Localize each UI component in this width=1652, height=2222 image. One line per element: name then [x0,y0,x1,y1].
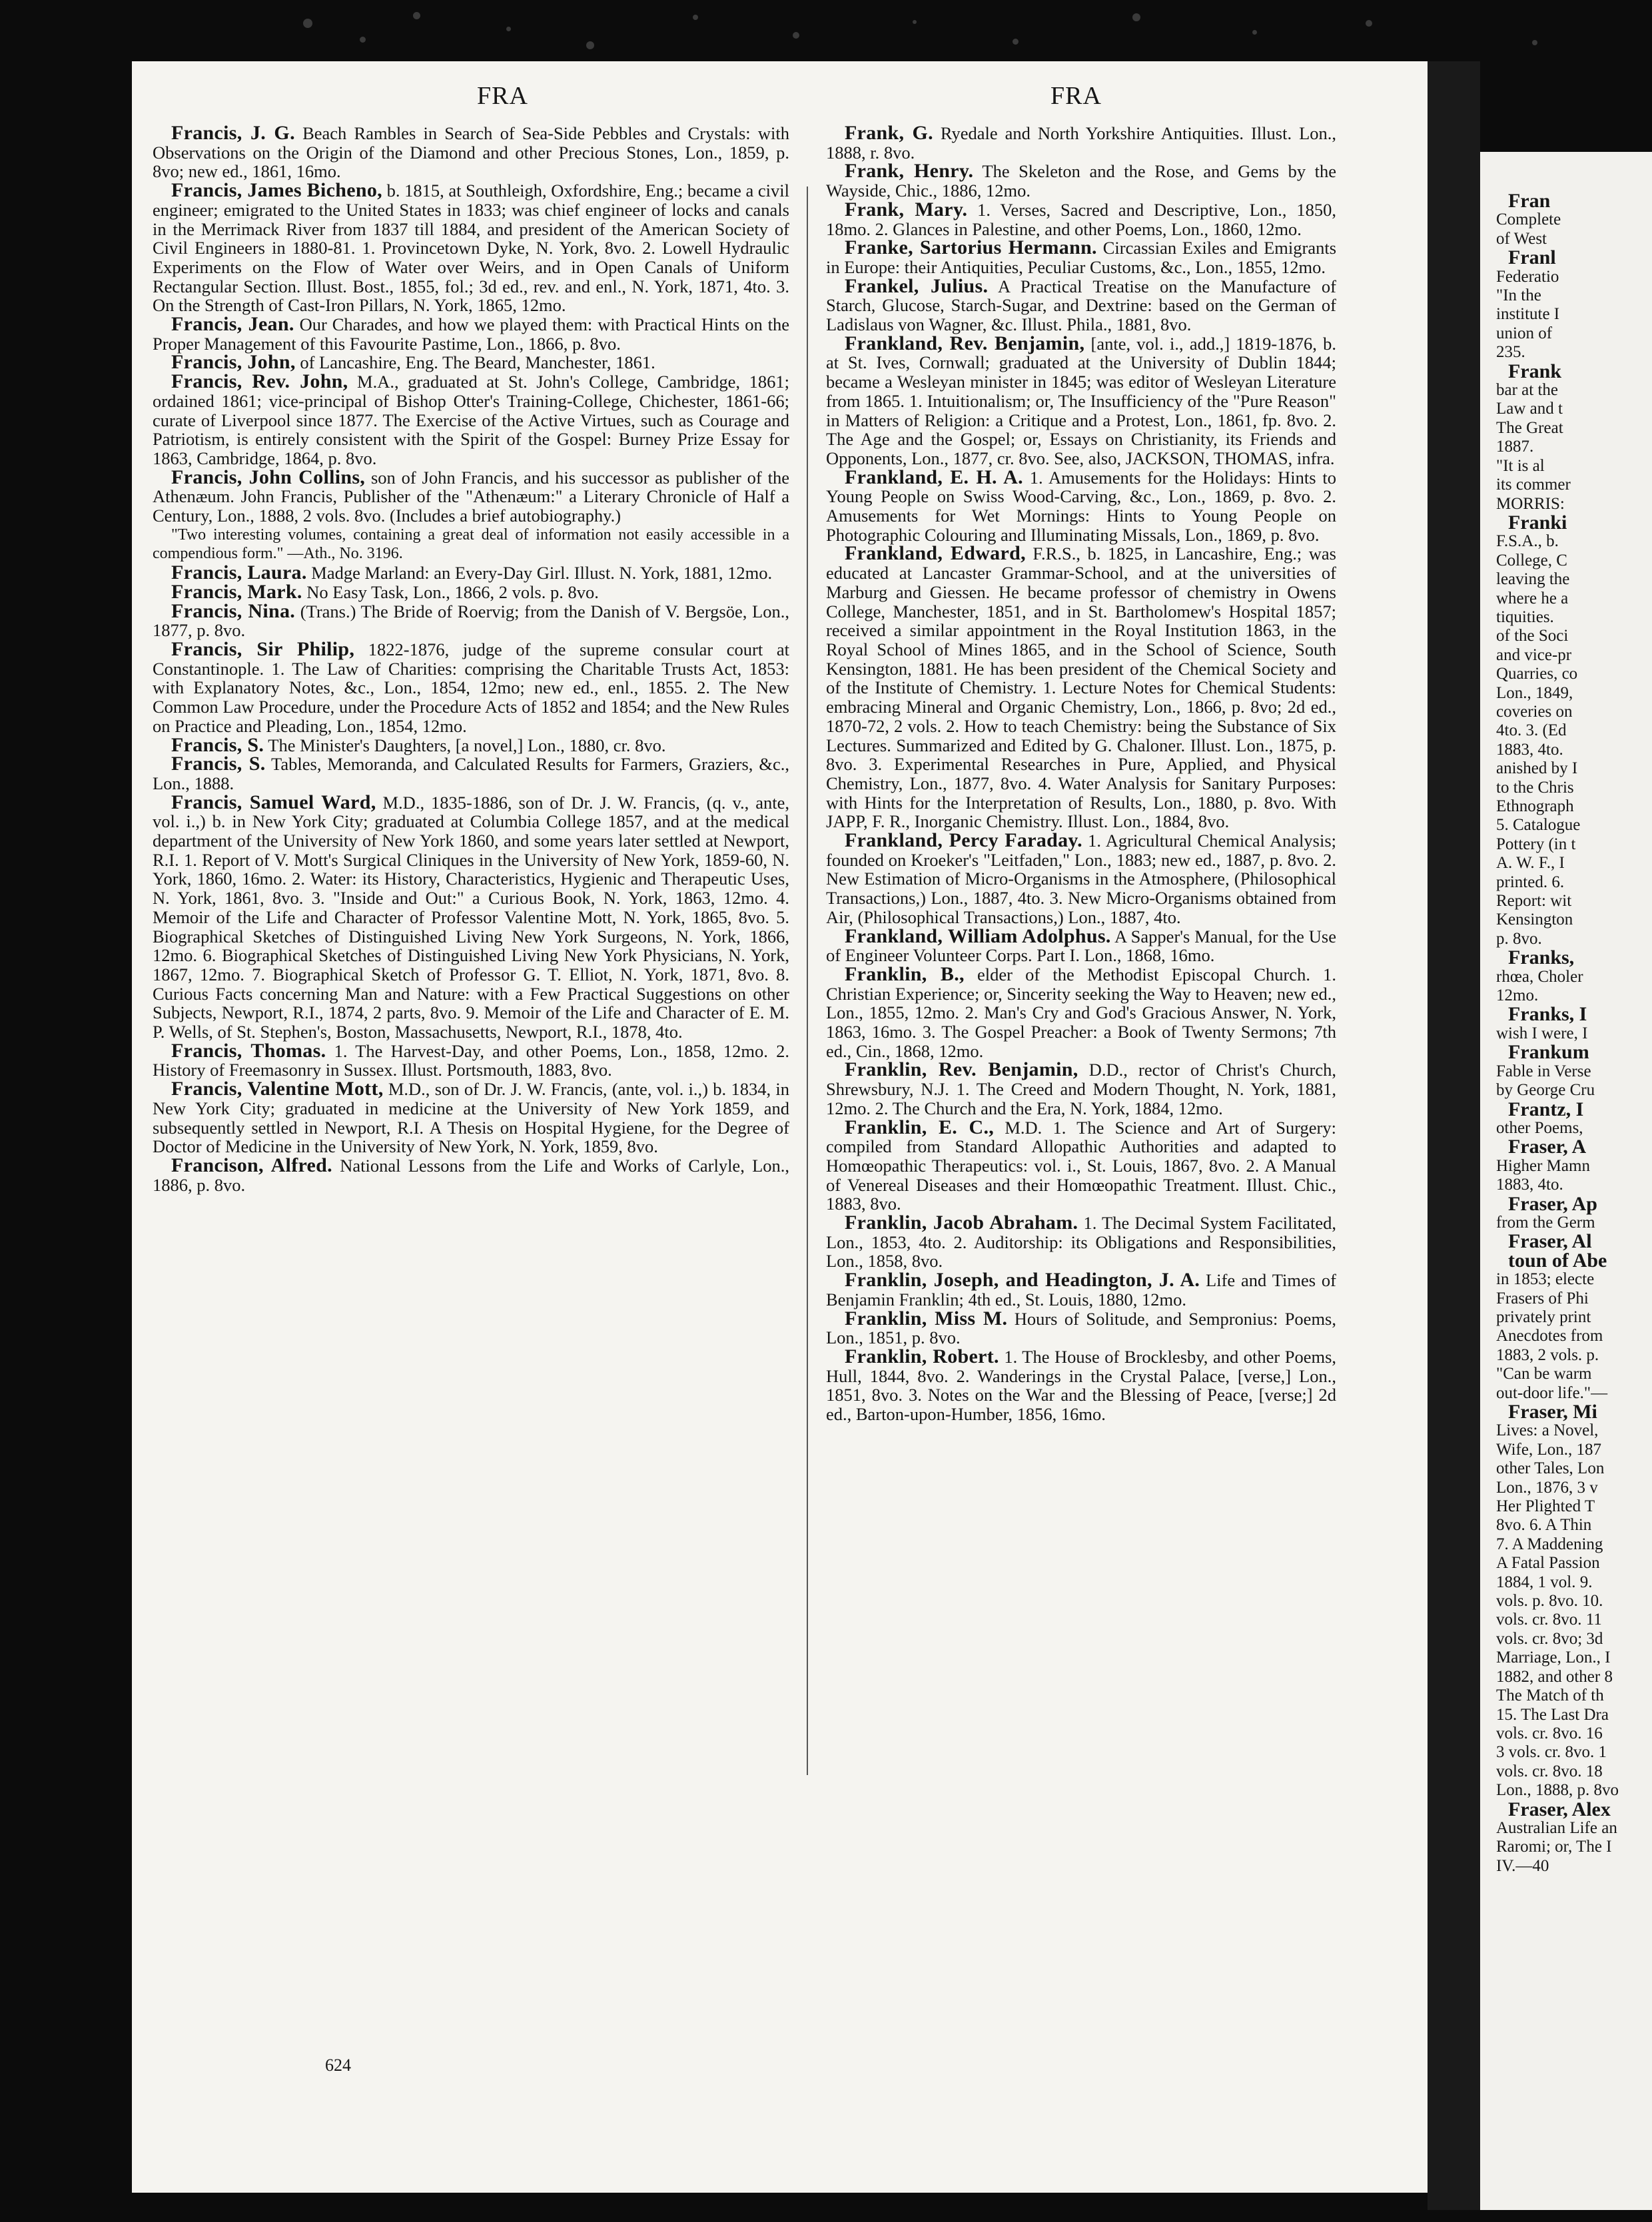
adjacent-page-line: 3 vols. cr. 8vo. 1 [1496,1743,1607,1762]
scan-speck [1366,20,1372,27]
adjacent-page-line: Lon., 1888, p. 8vo [1496,1781,1619,1800]
adjacent-page-line: anished by I [1496,759,1578,778]
scan-speck [1252,30,1257,35]
adjacent-page-line: 1884, 1 vol. 9. [1496,1573,1593,1591]
entry-heading: Francis, Rev. John, [171,370,348,393]
adjacent-page-line: 12mo. [1496,986,1539,1005]
bibliography-entry [826,334,1336,468]
adjacent-page-line: Fable in Verse [1496,1062,1591,1080]
adjacent-page-line: other Poems, [1496,1118,1583,1137]
adjacent-page-line: bar at the [1496,381,1559,400]
adjacent-page-line: Complete [1496,210,1561,229]
entry-text: M.D. 1. The Science and Art of Surgery: compiled from Standard Allopathic Authorities and adapted to Homœopathic Therapeutics: vol. i., St. Louis, 1867, 8vo. 2. A Manual of Venereal Diseases and their Homœopathic Treatment. Illust. Chic., 1883, 8vo. [826,1117,1336,1214]
entry-text: Beach Rambles in Search of Sea-Side Pebbles and Crystals: with Observations on the Origin of the Diamond and other Precious Stones, Lon., 1859, p. 8vo; new ed., 1861, 16mo. [153,123,789,182]
scan-speck [793,32,799,39]
adjacent-page-line: Frank [1508,360,1562,382]
bibliography-entry [826,831,1336,927]
entry-text: Life and Times of Benjamin Franklin; 4th ed., St. Louis, 1880, 12mo. [826,1270,1336,1309]
bibliography-entry [826,1214,1336,1271]
adjacent-page-line: 1883, 4to. [1496,740,1563,759]
entry-heading: Francis, Jean. [171,313,294,336]
bibliography-entry [153,1039,789,1080]
entry-text: 1. Verses, Sacred and Descriptive, Lon., 1850, 18mo. 2. Glances in Palestine, and other Poems, Lon., 1860, 12mo. [826,199,1336,239]
entry-text: Tables, Memoranda, and Calculated Results for Farmers, Graziers, &c., Lon., 1888. [153,754,790,793]
entry-heading: Francis, S. [171,753,266,775]
entry-text: M.D., son of Dr. J. W. Francis, (ante, vol. i.,) b. 1834, in New York City; graduated in medicine at the University of New York 1859, and subsequently settled in Newport, R.I. A Thesis on Hospital Hygiene, for the Degree of Doctor of Medicine in the University of New York, N. York, 1859, 8vo. [153,1079,789,1157]
entry-heading: Franklin, Robert. [845,1345,999,1367]
bibliography-entry [153,468,789,526]
entry-text: F.R.S., b. 1825, in Lancashire, Eng.; was educated at Lancaster Grammar-School, and at the universities of Marburg and Giessen. He became professor of chemistry in Owens College, Manchester, 1851, and in St. Bartholomew's Hospital 1857; received a similar appointment in the Royal Institution 1863, in the Royal School of Mines 1865, and in the School of Science, South Kensington, 1881. He has been president of the Chemical Society and of the Institute of Chemistry. 1. Lecture Notes for Chemical Students: embracing Mineral and Organic Chemistry, Lon., 1866, p. 8vo; 2d ed., 1870-72, 2 vols. 2. How to teach Chemistry: being the Substance of Six Lectures. Summarized and Edited by G. Chaloner. Illust. Lon., 1875, p. 8vo. 3. Experimental Researches in Pure, Applied, and Physical Chemistry, Lon., 1877, 8vo. 4. Water Analysis for Sanitary Purposes: with Hints for the Interpretation of Results, Lon., 1880, p. 8vo. With JAPP, F. R., Inorganic Chemistry. Illust. Lon., 1884, 8vo. [826,544,1336,832]
entry-text: No Easy Task, Lon., 1866, 2 vols. p. 8vo. [302,581,599,602]
entry-heading: Frank, Mary. [845,198,968,220]
adjacent-page-line: 1882, and other 8 [1496,1667,1613,1686]
adjacent-page-line: Franks, I [1508,1003,1587,1026]
entry-text: 1. The Harvest-Day, and other Poems, Lon., 1858, 12mo. 2. History of Freemasonry in Sussex. Illust. Portsmouth, 1883, 8vo. [153,1040,789,1080]
adjacent-page-line: Report: wit [1496,892,1572,911]
adjacent-page-line: Fraser, Al [1508,1230,1592,1253]
bibliography-entry [826,162,1336,200]
adjacent-page-line: "Can be warm [1496,1365,1592,1383]
adjacent-page-line: other Tales, Lon [1496,1459,1605,1478]
adjacent-page-line: Frasers of Phi [1496,1289,1589,1307]
page-number: 624 [325,2055,351,2075]
bibliography-entry [826,274,1336,335]
adjacent-page-line: F.S.A., b. [1496,532,1559,551]
adjacent-page-line: College, C [1496,551,1567,569]
adjacent-page-line: Federatio [1496,267,1559,286]
adjacent-page-line: IV.—40 [1496,1856,1549,1875]
bibliography-entry [153,580,789,603]
scan-speck [1532,40,1537,45]
entry-heading: Francis, Nina. [171,599,296,622]
adjacent-page-line: by George Cru [1496,1081,1595,1100]
entry-heading: Frank, G. [845,122,933,144]
adjacent-page-line: Higher Mamn [1496,1156,1590,1175]
scan-speck [913,20,917,24]
adjacent-page-line: vols. cr. 8vo; 3d [1496,1629,1603,1648]
entry-heading: Frankland, Percy Faraday. [845,829,1082,852]
entry-text: A Sapper's Manual, for the Use of Engineer Volunteer Corps. Part I. Lon., 1868, 16mo. [826,926,1336,966]
entry-text: National Lessons from the Life and Works of Carlyle, Lon., 1886, p. 8vo. [153,1155,790,1195]
adjacent-page-line: Lon., 1876, 3 v [1496,1478,1598,1497]
entry-quote: "Two interesting volumes, containing a great deal of information not easily accessible in a compendious form." —Ath., No. 3196. [153,526,789,563]
adjacent-page-line: Kensington [1496,911,1573,929]
entry-text: elder of the Methodist Episcopal Church. 1. Christian Experience; or, Sincerity seeking the Way to Heaven; new ed., Lon., 1855, 12mo. 2. Man's Cry and God's Gracious Answer, N. York, 1863, 16mo. 3. The Gospel Preacher: a Book of Twenty Sermons; 7th ed., Cin., 1868, 12mo. [826,964,1336,1061]
adjacent-page-line: Pottery (in t [1496,835,1576,853]
entry-heading: Francis, J. G. [171,122,295,144]
bibliography-entry [826,124,1336,162]
bibliography-entry [153,793,789,1042]
bibliography-entry [153,1080,789,1156]
entry-text: Hours of Solitude, and Sempronius: Poems, Lon., 1851, p. 8vo. [826,1308,1336,1348]
entry-text: The Skeleton and the Rose, and Gems by the Wayside, Chic., 1886, 12mo. [826,161,1337,201]
bibliography-entry [153,599,789,641]
adjacent-page-line: Fraser, Ap [1508,1192,1597,1215]
adjacent-page-line: Wife, Lon., 187 [1496,1440,1601,1459]
scan-speck [413,12,420,19]
entry-heading: Francis, Valentine Mott, [171,1078,384,1100]
adjacent-page-line: 4to. 3. (Ed [1496,721,1567,740]
entry-heading: Frankland, Edward, [845,542,1026,565]
entry-heading: Franklin, B., [845,962,965,985]
adjacent-page-line: Lon., 1849, [1496,683,1573,702]
adjacent-page-line: of West [1496,229,1547,248]
adjacent-page-line: toun of Abe [1508,1249,1607,1272]
entry-heading: Francis, John, [171,351,296,374]
entry-text: [ante, vol. i., add.,] 1819-1876, b. at St. Ives, Cornwall; graduated at the University of Dublin 1844; became a Wesleyan minister in 1845; was editor of Wesleyan Literature from 1865. 1. Intuitionalism; or, The Insufficiency of the "Pure Reason" in Matters of Religion: a Critique and a Protest, Lon., 1861, fp. 8vo. 2. The Age and the Gospel; or, Essays on Christianity, its Friends and Opponents, Lon., 1877, cr. 8vo. See, also, JACKSON, THOMAS, infra. [826,333,1336,468]
scan-speck [506,27,511,31]
entry-heading: Francis, Thomas. [171,1039,326,1062]
scan-speck [1013,39,1019,45]
adjacent-page-line: Her Plighted T [1496,1497,1595,1516]
bibliography-entry [826,927,1336,965]
entry-text: M.A., graduated at St. John's College, Cambridge, 1861; ordained 1861; vice-principal of Bishop Otter's Training-College, Chichester, 1861-66; curate of Liverpool since 1877. The Exercise of the Active Virtues, such as Courage and Patriotism, is entirely consistent with the Spirit of the Gospel: Burney Prize Essay for 1863, Cambridge, 1864, p. 8vo. [153,372,789,468]
entry-text: 1. The House of Brocklesby, and other Poems, Hull, 1844, 8vo. 2. Wanderings in the Crystal Palace, [verse,] Lon., 1851, 8vo. 3. Notes on the War and the Blessing of Peace, [verse;] 2d ed., Barton-upon-Humber, 1856, 16mo. [826,1347,1337,1425]
adjacent-page-line: Fraser, Mi [1508,1401,1597,1423]
book-gutter [1428,61,1480,2210]
adjacent-page-line: Lives: a Novel, [1496,1421,1599,1440]
entry-text: D.D., rector of Christ's Church, Shrewsbury, N.J. 1. The Creed and Modern Thought, N. York, 1881, 12mo. 2. The Church and the Era, N. York, 1884, 12mo. [826,1060,1336,1118]
scan-speck [360,37,366,43]
running-header-left: FRA [477,82,528,110]
entry-text: Ryedale and North Yorkshire Antiquities. Illust. Lon., 1888, r. 8vo. [826,123,1337,163]
adjacent-page-line: A Fatal Passion [1496,1554,1600,1573]
adjacent-page-line: Franki [1508,511,1567,534]
adjacent-page-line: Fran [1508,190,1551,212]
entry-text: 1822-1876, judge of the supreme consular court at Constantinople. 1. The Law of Charities: comprising the Charitable Trusts Act, 1853: with Explanatory Notes, &c., Lon., 1854, 12mo; new ed., enl., 1855. 2. The New Common Law Procedure, under the Procedure Acts of 1852 and 1854; and the New Rules on Practice and Pleading, Lon., 1854, 12mo. [153,639,789,736]
entry-heading: Francis, Laura. [171,561,307,584]
adjacent-page-line: coveries on [1496,702,1573,721]
adjacent-page-line: Ethnograph [1496,797,1574,815]
adjacent-page-line: union of [1496,324,1553,342]
bibliography-entry [826,1060,1336,1118]
scan-speck [303,19,312,28]
bibliography-entry [153,755,789,793]
entry-text: son of John Francis, and his successor as publisher of the Athenæum. John Francis, Publisher of the "Athenæum:" a Literary Chronicle of Half a Century, Lon., 1888, 2 vols. 8vo. (Includes a brief autobiography.) [153,467,789,526]
entry-heading: Francis, S. [171,733,264,756]
entry-heading: Frankland, Rev. Benjamin, [845,332,1085,354]
entry-heading: Franklin, Joseph, and Headington, J. A. [845,1269,1200,1292]
adjacent-page-line: The Match of th [1496,1686,1604,1705]
adjacent-page-line: Marriage, Lon., I [1496,1649,1611,1667]
bibliography-entry [826,1347,1336,1424]
entry-text: of Lancashire, Eng. The Beard, Manchester, 1861. [295,352,655,373]
bibliography-entry [153,353,789,372]
entry-heading: Francison, Alfred. [171,1154,332,1176]
entry-heading: Franklin, Miss M. [845,1307,1008,1329]
adjacent-page-line: and vice-pr [1496,645,1572,664]
bibliography-entry [153,124,789,181]
entry-heading: Franklin, Rev. Benjamin, [845,1058,1078,1081]
adjacent-page-line: vols. cr. 8vo. 18 [1496,1762,1603,1780]
adjacent-page-line: 7. A Maddening [1496,1535,1603,1553]
adjacent-page-line: leaving the [1496,570,1570,589]
entry-heading: Frank, Henry. [845,160,974,183]
entry-text: Circassian Exiles and Emigrants in Europe: their Antiquities, Peculiar Customs, &c., Lon., 1855, 12mo. [826,238,1337,277]
adjacent-page-line: Franl [1508,246,1556,269]
entry-text: 1. Amusements for the Holidays: Hints to Young People on Swiss Wood-Carving, &c., Lon., 1869, p. 8vo. 2. Amusements for Wet Mornings: Hints to Young People on Photographic Colouring and Illuminating Missals, Lon., 1869, p. 8vo. [826,467,1336,545]
adjacent-page-line: "It is al [1496,456,1545,475]
entry-heading: Frankel, Julius. [845,274,989,297]
entry-text: Our Charades, and how we played them: with Practical Hints on the Proper Management of this Favourite Pastime, Lon., 1866, p. 8vo. [153,314,789,354]
adjacent-page-line: "In the [1496,286,1541,305]
entry-text: 1. The Decimal System Facilitated, Lon., 1853, 4to. 2. Auditorship: its Obligations and Responsibilities, Lon., 1858, 8vo. [826,1213,1336,1272]
adjacent-page-line: 1883, 4to. [1496,1176,1563,1194]
adjacent-page-line: A. W. F., I [1496,854,1565,873]
bibliography-entry [153,1156,789,1194]
adjacent-page-line: to the Chris [1496,778,1574,797]
adjacent-page-line: tiquities. [1496,607,1554,626]
entry-text: The Minister's Daughters, [a novel,] Lon., 1880, cr. 8vo. [264,735,666,755]
adjacent-page-line: Fraser, Alex [1508,1798,1611,1820]
adjacent-page-line: Franks, [1508,946,1575,969]
adjacent-page-line: printed. 6. [1496,873,1565,891]
entry-heading: Frankland, William Adolphus. [845,925,1111,947]
adjacent-page-line: Law and t [1496,400,1563,418]
adjacent-page-line: 15. The Last Dra [1496,1705,1609,1724]
adjacent-page-line: vols. cr. 8vo. 11 [1496,1611,1602,1629]
bibliography-entry [153,563,789,583]
entry-heading: Francis, Mark. [171,580,302,603]
bibliography-entry [826,200,1336,238]
bibliography-entry [826,1118,1336,1214]
entry-heading: Francis, Samuel Ward, [171,791,376,813]
adjacent-page-line: Frankum [1508,1041,1589,1064]
scan-speck [693,15,698,20]
adjacent-page-line: Quarries, co [1496,665,1578,683]
adjacent-page-line: rhœa, Choler [1496,967,1583,986]
scan-speck [586,41,594,49]
adjacent-page-line: from the Germ [1496,1213,1595,1232]
adjacent-page-line: of the Soci [1496,627,1569,645]
adjacent-page-line: Frantz, I [1508,1098,1584,1120]
adjacent-page-line: 1887. [1496,438,1534,456]
adjacent-page-line: vols. cr. 8vo. 16 [1496,1724,1603,1742]
adjacent-page-line: The Great [1496,418,1563,437]
adjacent-page-line: p. 8vo. [1496,929,1542,948]
adjacent-page-line: vols. p. 8vo. 10. [1496,1592,1603,1611]
bibliography-entry [153,315,789,353]
left-column [153,124,789,1194]
entry-heading: Franklin, Jacob Abraham. [845,1212,1078,1234]
entry-text: 1. Agricultural Chemical Analysis; founded on Kroeker's "Leitfaden," Lon., 1883; new ed., 1887, p. 8vo. 2. New Estimation of Micro-Organisms in the Atmosphere, (Philosophical Transactions,) Lon., 1887, 4to. 3. New Micro-Organisms obtained from Air, (Philosophical Transactions,) Lon., 1887, 4to. [826,831,1336,927]
bibliography-entry [153,637,789,736]
adjacent-page-line: its commer [1496,476,1571,494]
entry-text: M.D., 1835-1886, son of Dr. J. W. Francis, (q. v., ante, vol. i.,) b. in New York City; graduated at Columbia College 1857, and at the medical department of the University of New York 1860, and some years later settled at Newport, R.I. 1. Report of V. Mott's Surgical Cliniques in the University of New York, 1859-60, N. York, 1860, 16mo. 2. Water: its History, Characteristics, Hygienic and Therapeutic Uses, N. York, 1861, 8vo. 3. "Inside and Out:" a Curious Book, N. York, 1863, 12mo. 4. Memoir of the Life and Character of Professor Valentine Mott, N. York, 1865, 8vo. 5. Biographical Sketches of Distinguished Living New York Surgeons, N. York, 1866, 12mo. 6. Biographical Sketches of Distinguished Living New York Physicians, N. York, 1867, 12mo. 7. Biographical Sketch of Professor G. T. Elliot, N. York, 1871, 8vo. 8. Curious Facts concerning Man and Nature: with a Few Practical Suggestions on other Subjects, Newport, R.I., 1874, 2 parts, 8vo. 9. Memoir of the Life and Character of E. M. P. Wells, of St. Stephen's, Boston, Massachusetts, Newport, R.I., 1878, 4to. [153,792,789,1042]
adjacent-page [1480,152,1652,2210]
adjacent-page-line: in 1853; electe [1496,1270,1595,1289]
column-divider [807,186,808,1775]
adjacent-page-line: where he a [1496,589,1569,607]
entry-text: Madge Marland: an Every-Day Girl. Illust. N. York, 1881, 12mo. [306,563,773,583]
adjacent-page-line: Anecdotes from [1496,1327,1603,1345]
adjacent-page-line: wish I were, I [1496,1024,1588,1042]
adjacent-page-line: MORRIS: [1496,494,1565,513]
entry-heading: Francis, James Bicheno, [171,179,382,202]
bibliography-entry [826,468,1336,545]
adjacent-page-line: 8vo. 6. A Thin [1496,1516,1592,1535]
running-header-right: FRA [1050,82,1102,110]
bibliography-entry [153,372,789,468]
adjacent-page-line: institute I [1496,305,1560,324]
bibliography-entry [826,544,1336,831]
entry-heading: Franke, Sartorius Hermann. [845,236,1097,259]
entry-text: (Trans.) The Bride of Roervig; from the Danish of V. Bergsöe, Lon., 1877, p. 8vo. [153,601,789,641]
right-column [826,124,1336,1424]
bibliography-entry [153,181,789,315]
bibliography-entry [826,238,1336,276]
adjacent-page-line: 5. Catalogue [1496,816,1581,835]
scan-speck [1132,13,1140,21]
entry-heading: Franklin, E. C., [845,1116,995,1138]
adjacent-page-line: 235. [1496,343,1525,362]
bibliography-entry [826,1271,1336,1309]
entry-heading: Francis, John Collins, [171,466,366,488]
adjacent-page-line: Raromi; or, The I [1496,1838,1612,1856]
adjacent-page-line: Fraser, A [1508,1136,1587,1158]
entry-text: b. 1815, at Southleigh, Oxfordshire, Eng.; became a civil engineer; emigrated to the United States in 1833; was chief engineer of locks and canals in the Merrimack River from 1837 till 1884, and president of the American Society of Civil Engineers in 1880-81. 1. Provincetown Dyke, N. York, 8vo. 2. Lowell Hydraulic Experiments on the Flow of Water over Weirs, and in Open Canals of Uniform Rectangular Section. Illust. Bost., 1855, fol.; 3d ed., rev. and enl., N. York, 1871, 4to. 3. On the Strength of Cast-Iron Pillars, N. York, 1865, 12mo. [153,181,789,316]
adjacent-page-line: privately print [1496,1307,1591,1326]
bibliography-entry [153,733,789,756]
entry-text: A Practical Treatise on the Manufacture of Starch, Glucose, Starch-Sugar, and Dextrine: based on the German of Ladislaus von Wagner, &c. Illust. Phila., 1881, 8vo. [826,276,1336,335]
adjacent-page-line: Australian Life an [1496,1818,1617,1837]
adjacent-page-line: 1883, 2 vols. p. [1496,1345,1599,1364]
bibliography-entry [826,1309,1336,1347]
adjacent-page-line: out-door life."— [1496,1383,1608,1402]
entry-heading: Francis, Sir Philip, [171,637,355,660]
bibliography-entry [826,962,1336,1061]
entry-heading: Frankland, E. H. A. [845,466,1023,488]
